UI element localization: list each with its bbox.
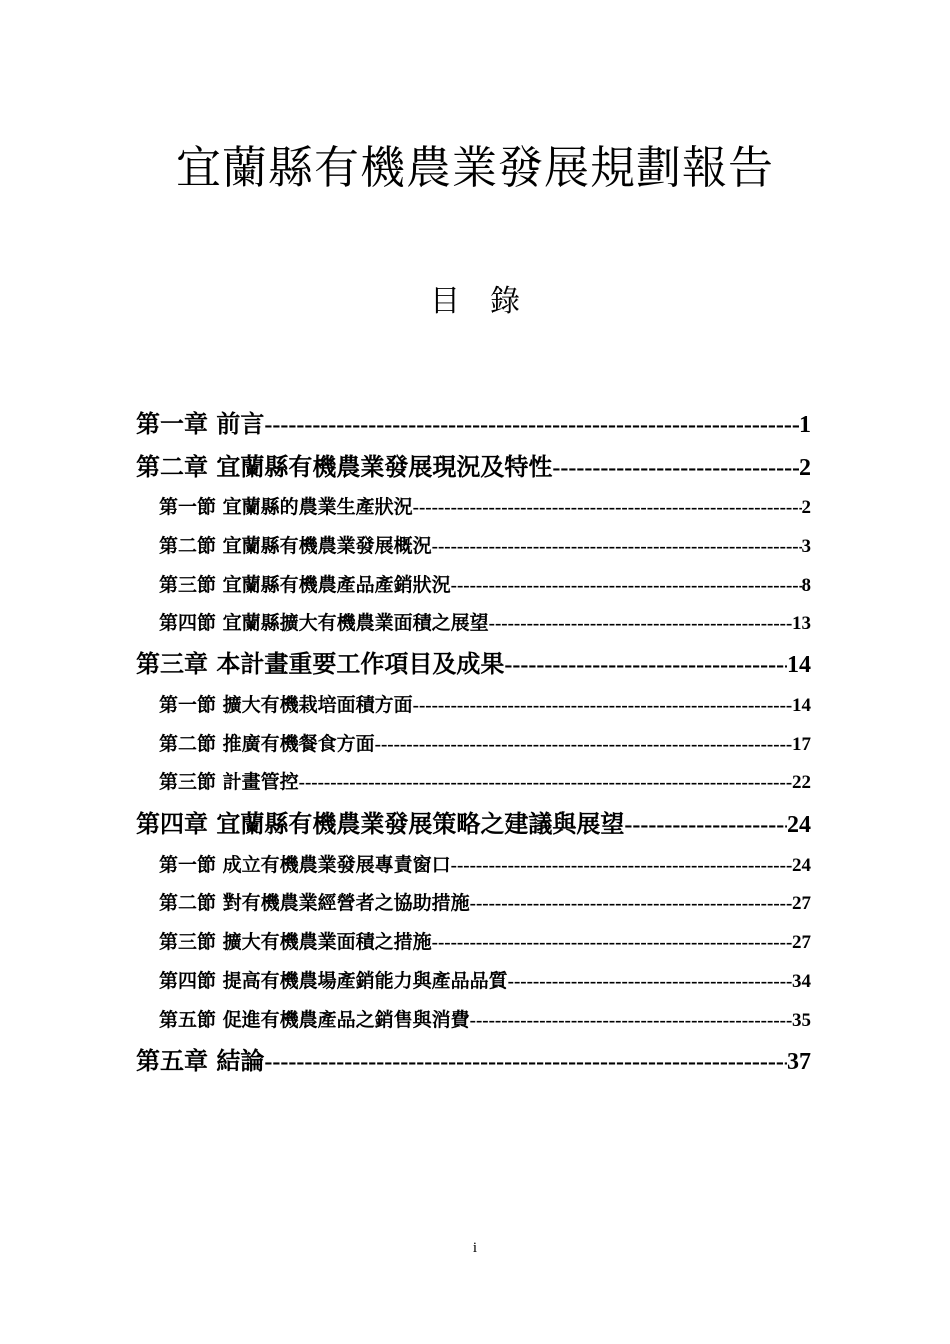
toc-leader-dots	[624, 809, 787, 840]
toc-entry-page: 1	[799, 412, 811, 438]
toc-entry-label: 第二節 推廣有機餐食方面	[159, 733, 375, 755]
toc-entry-page: 8	[801, 575, 811, 596]
toc-entry-page: 17	[792, 734, 811, 755]
toc-entry-label: 第三章 本計畫重要工作項目及成果	[136, 650, 505, 678]
toc-leader-dots	[264, 1046, 787, 1077]
toc-entry-section-4-1[interactable]	[159, 851, 811, 879]
toc-entry-page: 27	[792, 893, 811, 914]
toc-entry-page: 13	[792, 613, 811, 634]
toc-entry-label: 第二節 宜蘭縣有機農業發展概況	[159, 535, 432, 557]
toc-entry-page: 24	[792, 855, 811, 876]
toc-leader-dots	[432, 533, 802, 560]
toc-entry-label: 第四節 宜蘭縣擴大有機農業面積之展望	[159, 612, 489, 634]
toc-heading: 目 錄	[430, 284, 520, 319]
toc-leader-dots	[508, 968, 792, 995]
toc-leader-dots	[375, 731, 792, 758]
toc-entry-page: 2	[799, 455, 811, 481]
toc-entry-section-3-2[interactable]	[159, 730, 811, 758]
toc-entry-label: 第一節 擴大有機栽培面積方面	[159, 694, 413, 716]
toc-leader-dots	[470, 1007, 792, 1034]
toc-entry-page: 2	[801, 497, 811, 518]
toc-leader-dots	[552, 452, 799, 483]
toc-entry-section-3-3[interactable]	[159, 768, 811, 796]
toc-entry-label: 第一節 宜蘭縣的農業生產狀況	[159, 496, 413, 518]
toc-entry-page: 34	[792, 971, 811, 992]
toc-entry-page: 14	[792, 695, 811, 716]
toc-entry-section-4-5[interactable]	[159, 1006, 811, 1034]
toc-entry-label: 第三節 宜蘭縣有機農產品產銷狀況	[159, 574, 451, 596]
toc-entry-page: 27	[792, 932, 811, 953]
toc-entry-section-3-1[interactable]	[159, 691, 811, 719]
toc-entry-label: 第四節 提高有機農場產銷能力與產品品質	[159, 970, 508, 992]
toc-entry-page: 24	[787, 812, 811, 838]
toc-entry-chapter-4[interactable]	[136, 808, 811, 840]
toc-entry-label: 第一節 成立有機農業發展專責窗口	[159, 854, 451, 876]
toc-entry-section-2-4[interactable]	[159, 609, 811, 637]
toc-entry-page: 3	[801, 536, 811, 557]
toc-leader-dots	[413, 692, 792, 719]
toc-leader-dots	[489, 610, 792, 637]
toc-entry-section-4-4[interactable]	[159, 967, 811, 995]
toc-entry-label: 第五節 促進有機農產品之銷售與消費	[159, 1009, 470, 1031]
toc-entry-chapter-3[interactable]	[136, 648, 811, 680]
toc-leader-dots	[413, 494, 802, 521]
toc-entry-chapter-2[interactable]	[136, 451, 811, 483]
toc-leader-dots	[451, 572, 802, 599]
document-title: 宜蘭縣有機農業發展規劃報告	[175, 141, 774, 194]
toc-leader-dots	[264, 409, 799, 440]
toc-leader-dots	[451, 852, 792, 879]
toc-entry-section-2-3[interactable]	[159, 571, 811, 599]
toc-entry-page: 37	[787, 1049, 811, 1075]
toc-entry-section-4-3[interactable]	[159, 928, 811, 956]
toc-leader-dots	[432, 929, 792, 956]
toc-entry-page: 22	[792, 772, 811, 793]
page-number: i	[472, 1240, 478, 1256]
toc-entry-page: 14	[787, 652, 811, 678]
toc-leader-dots	[504, 649, 787, 680]
toc-entry-section-4-2[interactable]	[159, 889, 811, 917]
toc-entry-page: 35	[792, 1010, 811, 1031]
toc-entry-chapter-1[interactable]	[136, 408, 811, 440]
toc-entry-label: 第二節 對有機農業經營者之協助措施	[159, 892, 470, 914]
toc-entry-label: 第三節 擴大有機農業面積之措施	[159, 931, 432, 953]
toc-entry-label: 第三節 計畫管控	[159, 771, 299, 793]
toc-entry-label: 第二章 宜蘭縣有機農業發展現況及特性	[136, 453, 553, 481]
toc-leader-dots	[470, 890, 792, 917]
toc-entry-chapter-5[interactable]	[136, 1045, 811, 1077]
toc-entry-label: 第五章 結論	[136, 1047, 265, 1075]
toc-entry-label: 第一章 前言	[136, 410, 265, 438]
toc-entry-section-2-1[interactable]	[159, 493, 811, 521]
toc-entry-label: 第四章 宜蘭縣有機農業發展策略之建議與展望	[136, 810, 625, 838]
toc-leader-dots	[299, 769, 792, 796]
toc-entry-section-2-2[interactable]	[159, 532, 811, 560]
